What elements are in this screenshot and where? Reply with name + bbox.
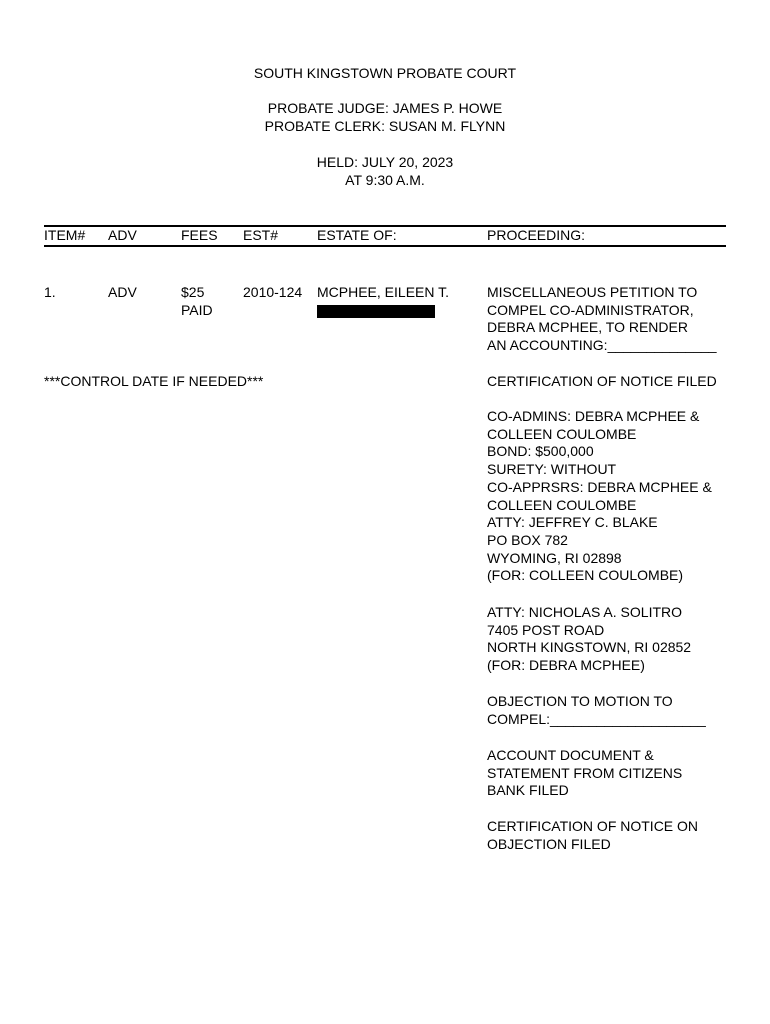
account-line: STATEMENT FROM CITIZENS: [487, 764, 683, 781]
petition-line: MISCELLANEOUS PETITION TO: [487, 284, 698, 300]
control-date-note: ***CONTROL DATE IF NEEDED***: [44, 373, 264, 389]
atty2-line: ATTY: NICHOLAS A. SOLITRO: [487, 604, 683, 620]
petition-block: [487, 284, 732, 355]
coadmins-line: CO-ADMINS: DEBRA MCPHEE &: [487, 408, 700, 424]
coadmins-line: COLLEEN COULOMBE: [487, 496, 637, 513]
coadmins-line: (FOR: COLLEEN COULOMBE): [487, 567, 684, 584]
atty2-line: 7405 POST ROAD: [487, 621, 605, 638]
coadmins-line: ATTY: JEFFREY C. BLAKE: [487, 514, 658, 531]
account-block: [487, 747, 732, 800]
cert2-line: CERTIFICATION OF NOTICE ON: [487, 818, 699, 834]
col-fees: FEES: [181, 227, 218, 243]
account-line: ACCOUNT DOCUMENT &: [487, 747, 654, 763]
account-line: BANK FILED: [487, 782, 569, 799]
coadmins-block: [487, 408, 732, 585]
certification-block: [487, 373, 732, 391]
coadmins-line: BOND: $500,000: [487, 443, 594, 460]
petition-line: COMPEL CO-ADMINISTRATOR,: [487, 301, 694, 318]
cert2-block: [487, 818, 732, 853]
cert2-line: OBJECTION FILED: [487, 835, 611, 852]
objection-line: OBJECTION TO MOTION TO: [487, 693, 673, 709]
probate-clerk: PROBATE CLERK: SUSAN M. FLYNN: [264, 118, 506, 134]
petition-line: AN ACCOUNTING:______________: [487, 337, 717, 354]
certification-line: CERTIFICATION OF NOTICE FILED: [487, 373, 717, 389]
held-time: AT 9:30 A.M.: [345, 172, 425, 188]
atty2-line: (FOR: DEBRA MCPHEE): [487, 657, 645, 674]
held-date: HELD: JULY 20, 2023: [316, 154, 454, 170]
col-proceeding: PROCEEDING:: [487, 227, 586, 243]
col-adv: ADV: [108, 227, 137, 243]
row-adv: ADV: [108, 284, 137, 300]
header-bottom-rule: [44, 245, 726, 247]
court-title: SOUTH KINGSTOWN PROBATE COURT: [253, 65, 517, 81]
coadmins-line: WYOMING, RI 02898: [487, 549, 622, 566]
row-est: 2010-124: [243, 284, 303, 300]
petition-line: DEBRA MCPHEE, TO RENDER: [487, 319, 688, 336]
row-fees: $25: [181, 284, 205, 300]
probate-judge: PROBATE JUDGE: JAMES P. HOWE: [267, 100, 503, 116]
row-estate: MCPHEE, EILEEN T.: [317, 284, 450, 300]
atty2-line: NORTH KINGSTOWN, RI 02852: [487, 639, 692, 656]
col-item: ITEM#: [44, 227, 86, 243]
col-est: EST#: [243, 227, 279, 243]
row-fees-paid: PAID: [181, 302, 213, 318]
coadmins-line: SURETY: WITHOUT: [487, 461, 617, 478]
objection-block: [487, 693, 732, 728]
col-estate: ESTATE OF:: [317, 227, 397, 243]
redaction-bar: [317, 305, 435, 318]
coadmins-line: PO BOX 782: [487, 531, 568, 548]
coadmins-line: COLLEEN COULOMBE: [487, 425, 637, 442]
atty2-block: [487, 604, 732, 675]
row-item: 1.: [44, 284, 56, 300]
objection-line: COMPEL:____________________: [487, 710, 706, 727]
coadmins-line: CO-APPRSRS: DEBRA MCPHEE &: [487, 478, 712, 495]
